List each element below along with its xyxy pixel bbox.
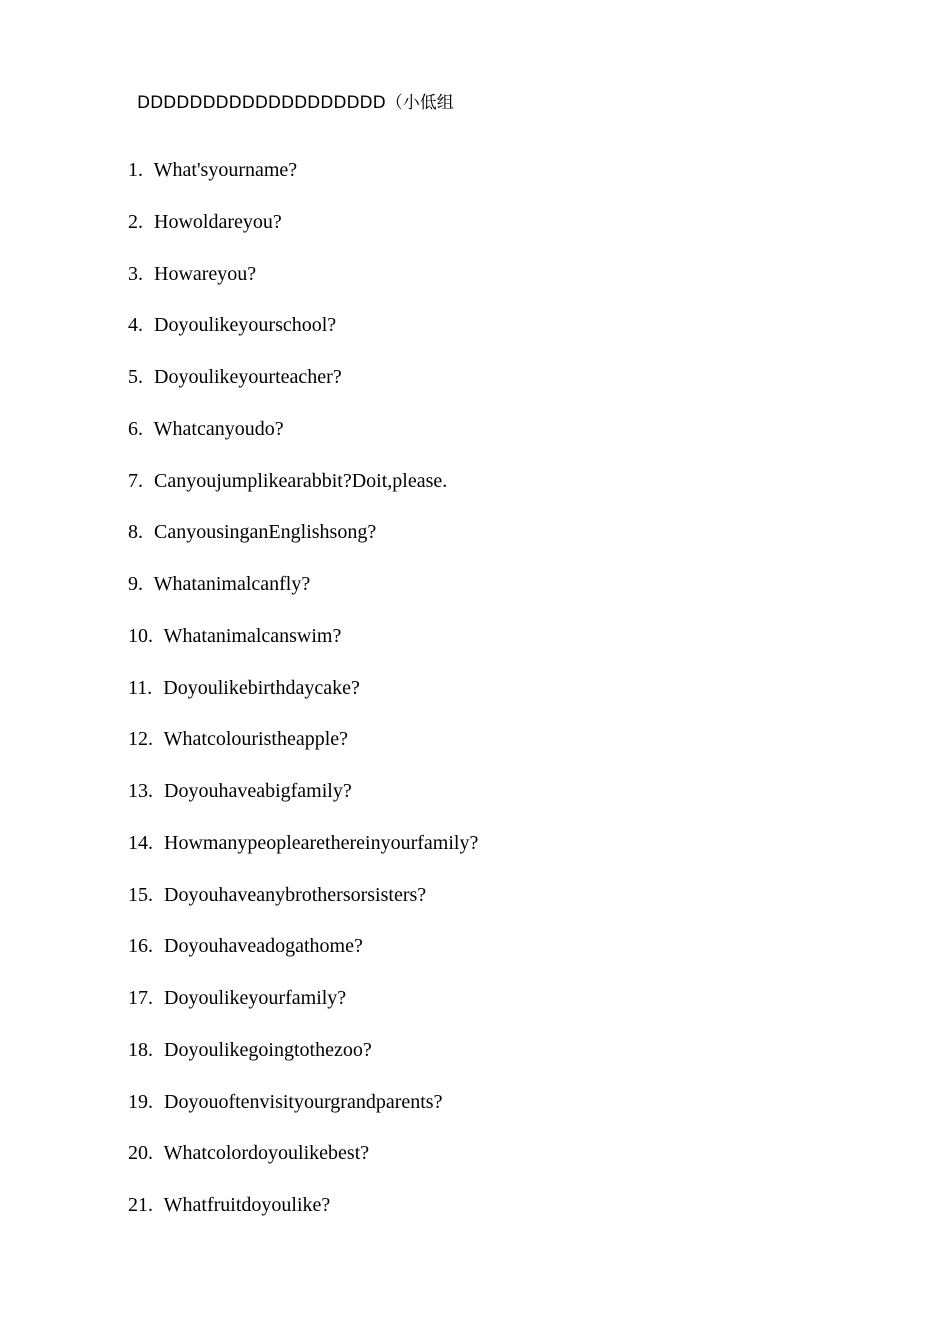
question-text: Howoldareyou?: [154, 210, 282, 233]
question-item: [128, 1088, 478, 1140]
question-text: Doyoulikeyourteacher?: [154, 366, 342, 388]
question-number: 5.: [128, 366, 143, 388]
question-text: Canyoujumplikearabbit?Doit,please.: [154, 469, 448, 492]
question-number: 7.: [128, 469, 143, 492]
question-item: [128, 984, 478, 1036]
question-item: [128, 674, 478, 726]
question-item: [128, 311, 478, 363]
question-number: 17.: [128, 987, 153, 1009]
question-number: 12.: [128, 728, 153, 751]
question-number: 4.: [128, 314, 143, 337]
question-text: Doyouhaveabigfamily?: [164, 780, 352, 802]
question-number: 11.: [128, 676, 153, 699]
question-item: [128, 1139, 478, 1191]
document-title: DDDDDDDDDDDDDDDDDDD（小低组: [137, 93, 454, 113]
question-text: Whatanimalcanfly?: [153, 573, 311, 595]
question-text: Whatanimalcanswim?: [163, 624, 342, 647]
question-text: Doyoulikeyourschool?: [154, 314, 337, 337]
question-number: 20.: [128, 1142, 153, 1165]
question-text: Howmanypeoplearethereinyourfamily?: [164, 831, 479, 854]
question-item: [128, 622, 478, 674]
question-item: [128, 208, 478, 260]
question-number: 1.: [128, 159, 143, 181]
question-number: 3.: [128, 262, 143, 285]
question-text: Whatcolordoyoulikebest?: [163, 1142, 370, 1165]
question-text: Whatfruitdoyoulike?: [163, 1194, 331, 1216]
question-list: [128, 156, 478, 1243]
question-item: [128, 777, 478, 829]
question-item: [128, 518, 478, 570]
question-text: What'syourname?: [153, 159, 298, 181]
question-text: CanyousinganEnglishsong?: [154, 521, 377, 544]
question-item: [128, 415, 478, 467]
question-number: 16.: [128, 935, 153, 958]
question-text: Howareyou?: [154, 262, 257, 285]
question-text: Doyouhaveadogathome?: [164, 935, 363, 958]
question-item: [128, 829, 478, 881]
question-item: [128, 570, 478, 622]
question-number: 14.: [128, 831, 153, 854]
question-item: [128, 260, 478, 312]
question-number: 6.: [128, 417, 143, 440]
question-number: 8.: [128, 521, 143, 544]
question-item: [128, 1191, 478, 1243]
question-number: 15.: [128, 883, 153, 906]
question-text: Whatcolouristheapple?: [163, 728, 349, 751]
question-item: [128, 467, 478, 519]
question-number: 19.: [128, 1090, 153, 1113]
question-item: [128, 881, 478, 933]
question-text: Doyoulikeyourfamily?: [164, 987, 347, 1009]
question-number: 2.: [128, 210, 143, 233]
question-text: Doyouoftenvisityourgrandparents?: [164, 1090, 443, 1113]
question-item: [128, 1036, 478, 1088]
question-text: Doyoulikegoingtothezoo?: [164, 1038, 372, 1061]
question-number: 18.: [128, 1038, 153, 1061]
question-text: Doyoulikebirthdaycake?: [163, 676, 360, 699]
question-text: Doyouhaveanybrothersorsisters?: [164, 883, 427, 906]
question-number: 10.: [128, 624, 153, 647]
question-number: 21.: [128, 1194, 153, 1216]
question-number: 9.: [128, 573, 143, 595]
question-item: [128, 156, 478, 208]
question-item: [128, 932, 478, 984]
question-item: [128, 363, 478, 415]
question-number: 13.: [128, 780, 153, 802]
question-text: Whatcanyoudo?: [153, 417, 284, 440]
question-item: [128, 725, 478, 777]
